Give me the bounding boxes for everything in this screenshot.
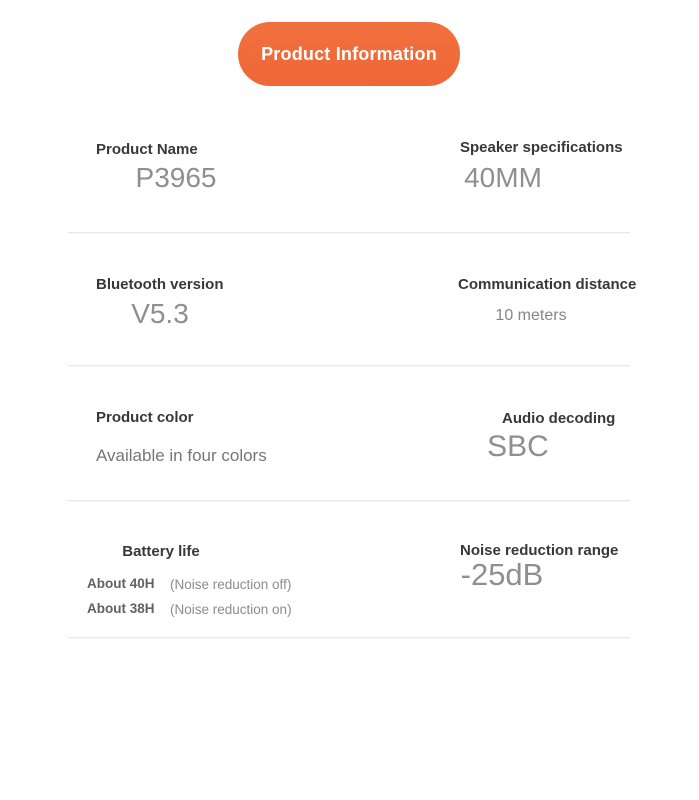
noise-reduction-range-value: -25dB: [460, 557, 544, 592]
speaker-specifications-label: Speaker specifications: [460, 139, 623, 156]
audio-decoding-label: Audio decoding: [502, 410, 616, 427]
product-color-label: Product color: [96, 409, 194, 426]
divider: [68, 500, 630, 501]
battery-life-row-value: About 38H: [87, 601, 155, 616]
badge-label: Product Information: [261, 43, 437, 64]
communication-distance-value: 10 meters: [495, 307, 567, 324]
divider: [68, 232, 630, 233]
communication-distance-label: Communication distance: [458, 276, 637, 293]
noise-reduction-range-label: Noise reduction range: [460, 542, 619, 559]
product-information-badge: [238, 22, 460, 86]
battery-life-row-note: (Noise reduction off): [170, 577, 292, 592]
battery-life-row-value: About 40H: [87, 576, 155, 591]
battery-life-label: Battery life: [122, 543, 200, 560]
battery-life-row-note: (Noise reduction on): [170, 602, 292, 617]
bluetooth-version-value: V5.3: [131, 298, 189, 329]
divider: [68, 637, 630, 638]
audio-decoding-value: SBC: [487, 430, 549, 463]
product-name-label: Product Name: [96, 141, 198, 158]
divider: [68, 365, 630, 366]
product-color-value: Available in four colors: [96, 446, 267, 465]
speaker-specifications-value: 40MM: [464, 162, 542, 193]
product-name-value: P3965: [135, 162, 217, 193]
bluetooth-version-label: Bluetooth version: [96, 276, 224, 293]
